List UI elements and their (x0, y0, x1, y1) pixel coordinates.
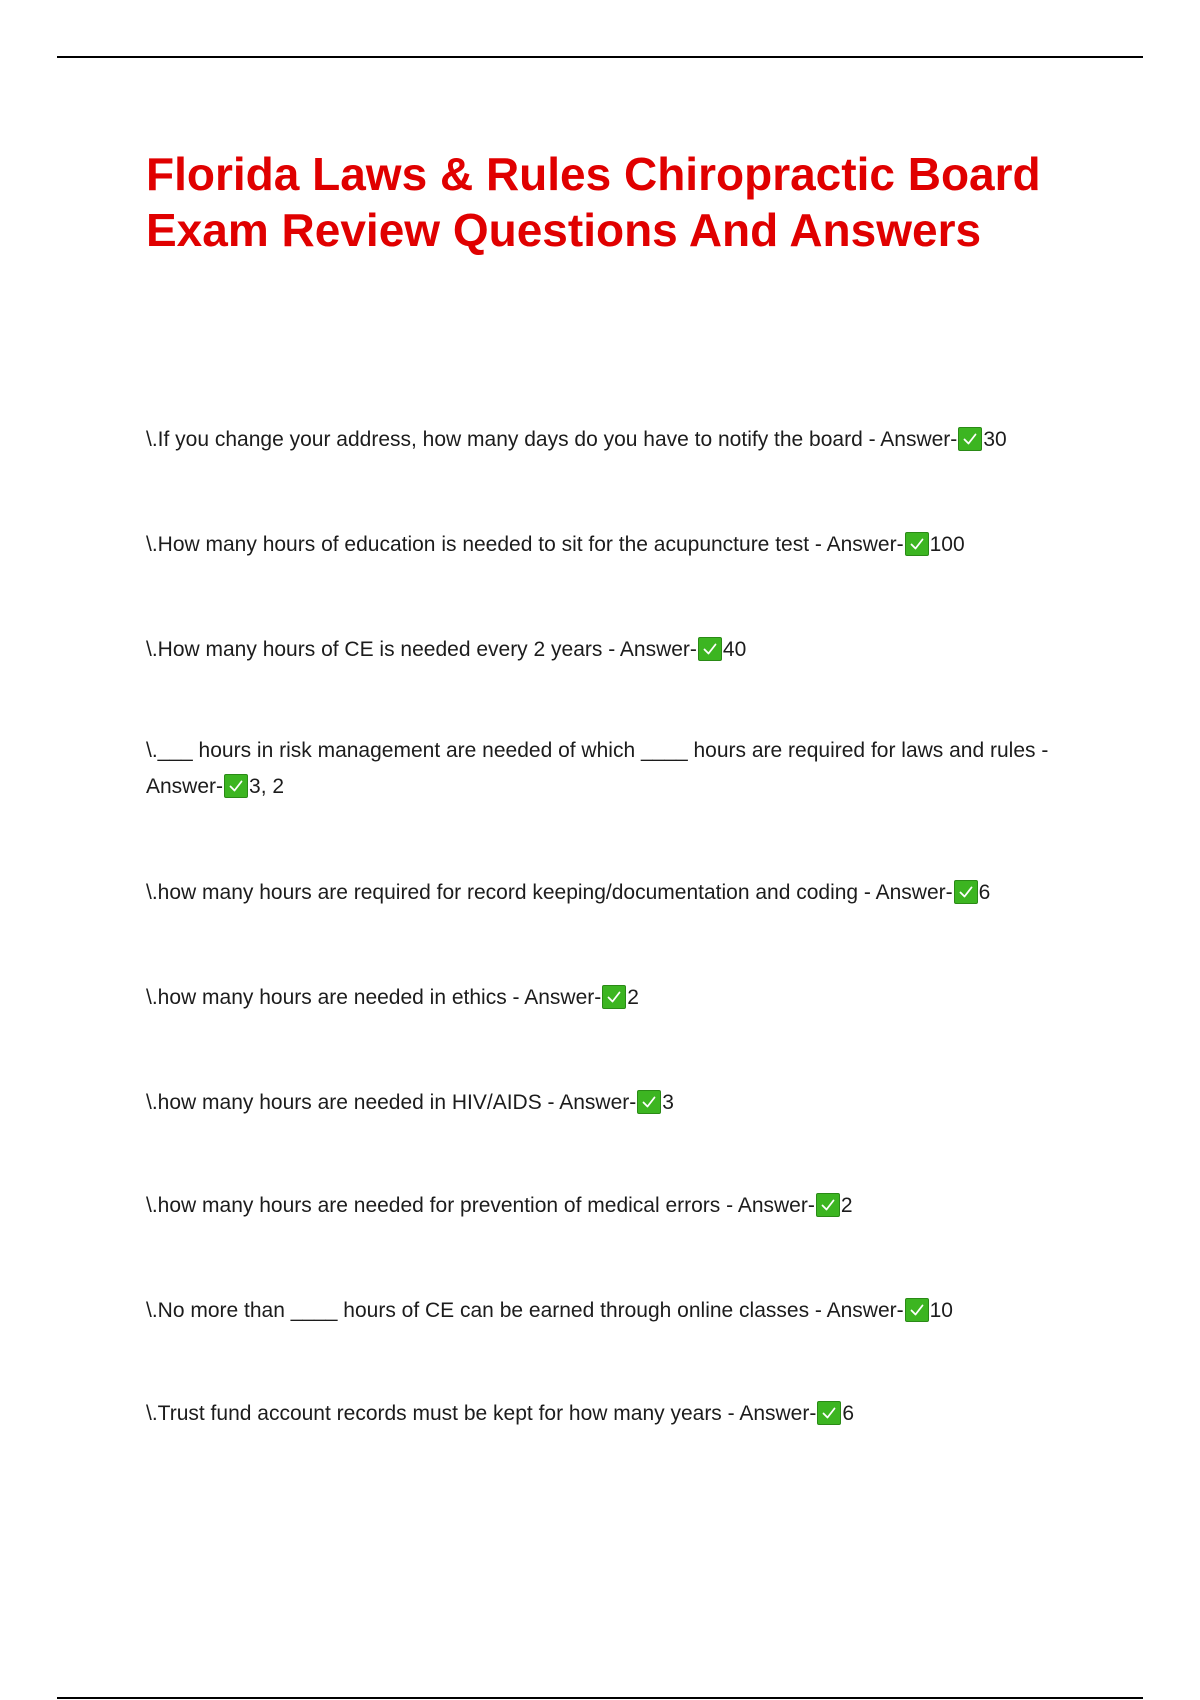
answer-text: 100 (929, 533, 965, 556)
question-text: \.How many hours of education is needed to sit for the acupuncture test - (146, 533, 827, 556)
check-mark-icon (816, 1193, 840, 1217)
answer-prefix: Answer- (826, 533, 904, 556)
question-text: \.No more than ____ hours of CE can be earned through online classes - (146, 1299, 827, 1322)
answer-text: 3 (662, 1091, 674, 1114)
answer-prefix: Answer- (559, 1091, 637, 1114)
qa-item (146, 875, 1086, 911)
answer-prefix: Answer- (739, 1402, 817, 1425)
answer-prefix: Answer- (875, 881, 953, 904)
check-mark-icon (224, 774, 248, 798)
qa-item (146, 1293, 1086, 1329)
answer-text: 6 (842, 1402, 855, 1425)
qa-item (146, 1085, 1086, 1121)
check-mark-icon (637, 1090, 661, 1114)
question-text: \.how many hours are required for record keeping/documentation and coding - (146, 881, 876, 904)
question-text: \.how many hours are needed in ethics - (146, 986, 525, 1009)
answer-prefix: Answer- (826, 1299, 904, 1322)
question-text: \.Trust fund account records must be kept for how many years - (146, 1402, 740, 1425)
check-mark-icon (602, 985, 626, 1009)
top-rule (57, 56, 1143, 58)
check-mark-icon (698, 637, 722, 661)
question-text: \.If you change your address, how many days do you have to notify the board - (146, 428, 881, 451)
qa-item (146, 527, 1086, 563)
answer-prefix: Answer- (524, 986, 602, 1009)
question-text: \.___ hours in risk management are needed of which ____ hours are required for laws and rules - (146, 739, 1049, 762)
answer-text: 6 (978, 881, 991, 904)
question-text: \.How many hours of CE is needed every 2 years - (146, 638, 620, 661)
answer-text: 2 (627, 986, 639, 1009)
check-mark-icon (905, 1298, 929, 1322)
answer-text: 3, 2 (249, 775, 285, 798)
qa-item (146, 733, 1086, 805)
bottom-rule (57, 1697, 1143, 1699)
check-mark-icon (905, 532, 929, 556)
check-mark-icon (817, 1401, 841, 1425)
question-text: \.how many hours are needed in HIV/AIDS - (146, 1091, 560, 1114)
answer-prefix: Answer- (619, 638, 697, 661)
qa-item (146, 1396, 1086, 1432)
answer-text: 10 (929, 1299, 953, 1322)
answer-prefix: Answer- (880, 428, 958, 451)
qa-item (146, 1188, 1086, 1224)
answer-text: 30 (983, 428, 1007, 451)
answer-prefix: Answer- (737, 1194, 815, 1217)
qa-item (146, 980, 1086, 1016)
answer-text: 40 (722, 638, 747, 661)
qa-item (146, 422, 1086, 458)
answer-prefix: Answer- (146, 775, 224, 798)
document-title: Florida Laws & Rules Chiropractic Board Exam Review Questions And Answers (146, 148, 1041, 256)
check-mark-icon (958, 427, 982, 451)
check-mark-icon (954, 880, 978, 904)
answer-text: 2 (840, 1194, 853, 1217)
question-text: \.how many hours are needed for prevention of medical errors - (146, 1194, 738, 1217)
qa-item (146, 632, 1086, 668)
